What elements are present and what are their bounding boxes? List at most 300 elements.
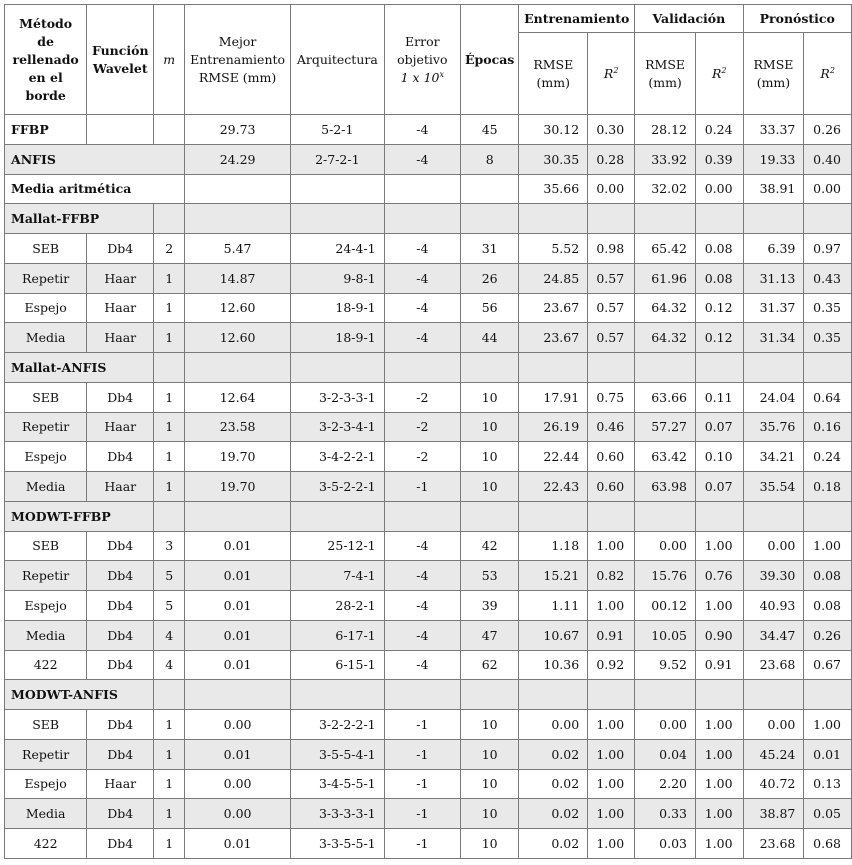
section-title: MODWT-FFBP <box>5 501 154 531</box>
empty-cell <box>588 680 635 710</box>
method-cell: 422 <box>5 650 87 680</box>
method-cell: Media <box>5 620 87 650</box>
forecast-r2-cell: 0.13 <box>804 769 852 799</box>
empty-cell <box>460 204 518 234</box>
valid-rmse-cell: 65.42 <box>635 234 696 264</box>
header-forecast-r2-base: R <box>820 65 830 81</box>
architecture-cell: 9-8-1 <box>291 263 385 293</box>
forecast-r2-cell: 1.00 <box>804 531 852 561</box>
architecture-cell: 3-2-3-4-1 <box>291 412 385 442</box>
header-target-error <box>384 5 460 115</box>
m-cell: 2 <box>154 234 185 264</box>
forecast-rmse-cell: 40.72 <box>743 769 804 799</box>
train-rmse-cell: 0.00 <box>519 710 588 740</box>
target-error-cell: -1 <box>384 829 460 859</box>
target-error-cell <box>384 174 460 204</box>
table-row <box>5 769 852 799</box>
target-error-cell: -2 <box>384 382 460 412</box>
epochs-cell: 10 <box>460 799 518 829</box>
table-row <box>5 234 852 264</box>
method-cell: SEB <box>5 382 87 412</box>
epochs-cell: 10 <box>460 769 518 799</box>
target-error-cell: -4 <box>384 650 460 680</box>
train-r2-cell: 0.60 <box>588 472 635 502</box>
method-cell: Media <box>5 323 87 353</box>
train-rmse-cell: 23.67 <box>519 323 588 353</box>
train-rmse-cell: 1.11 <box>519 591 588 621</box>
m-cell: 5 <box>154 591 185 621</box>
header-forecast-r2 <box>804 33 852 115</box>
valid-rmse-cell: 0.03 <box>635 829 696 859</box>
valid-r2-cell: 1.00 <box>696 769 744 799</box>
best-rmse-cell: 29.73 <box>185 115 291 145</box>
epochs-cell: 10 <box>460 382 518 412</box>
header-valid-r2-base: R <box>712 65 722 81</box>
best-rmse-cell: 0.01 <box>185 620 291 650</box>
wavelet-cell: Db4 <box>87 650 154 680</box>
forecast-rmse-cell: 35.76 <box>743 412 804 442</box>
target-error-cell: -2 <box>384 442 460 472</box>
m-cell: 1 <box>154 739 185 769</box>
header-valid-r2-exp: 2 <box>721 65 727 75</box>
architecture-cell: 3-2-3-3-1 <box>291 382 385 412</box>
wavelet-cell: Db4 <box>87 382 154 412</box>
train-r2-cell: 0.91 <box>588 620 635 650</box>
train-r2-cell: 1.00 <box>588 769 635 799</box>
valid-rmse-cell: 10.05 <box>635 620 696 650</box>
valid-r2-cell: 1.00 <box>696 531 744 561</box>
valid-r2-cell: 0.90 <box>696 620 744 650</box>
train-rmse-cell: 30.35 <box>519 144 588 174</box>
m-cell: 5 <box>154 561 185 591</box>
empty-cell <box>696 353 744 383</box>
empty-cell <box>154 680 185 710</box>
target-error-cell: -4 <box>384 234 460 264</box>
valid-r2-cell: 0.12 <box>696 323 744 353</box>
table-body <box>5 115 852 859</box>
empty-cell <box>696 204 744 234</box>
valid-rmse-cell: 0.00 <box>635 710 696 740</box>
forecast-r2-cell: 0.64 <box>804 382 852 412</box>
train-r2-cell: 0.60 <box>588 442 635 472</box>
epochs-cell: 56 <box>460 293 518 323</box>
method-cell: SEB <box>5 234 87 264</box>
valid-rmse-cell: 00.12 <box>635 591 696 621</box>
wavelet-cell: Db4 <box>87 710 154 740</box>
forecast-r2-cell: 0.43 <box>804 263 852 293</box>
architecture-cell: 3-5-2-2-1 <box>291 472 385 502</box>
target-error-cell: -4 <box>384 144 460 174</box>
best-rmse-cell: 19.70 <box>185 472 291 502</box>
header-target-error-base: 1 x 10 <box>400 69 440 85</box>
wavelet-cell: Haar <box>87 293 154 323</box>
epochs-cell: 10 <box>460 412 518 442</box>
train-rmse-cell: 15.21 <box>519 561 588 591</box>
valid-r2-cell: 1.00 <box>696 799 744 829</box>
wavelet-cell: Haar <box>87 472 154 502</box>
forecast-rmse-cell: 23.68 <box>743 650 804 680</box>
target-error-cell: -1 <box>384 769 460 799</box>
forecast-rmse-cell: 23.68 <box>743 829 804 859</box>
valid-rmse-cell: 0.00 <box>635 531 696 561</box>
empty-cell <box>460 353 518 383</box>
empty-cell <box>291 680 385 710</box>
valid-r2-cell: 0.76 <box>696 561 744 591</box>
header-method: Método de rellenado en el borde <box>5 5 87 115</box>
train-rmse-cell: 22.43 <box>519 472 588 502</box>
target-error-cell: -4 <box>384 323 460 353</box>
train-r2-cell: 0.82 <box>588 561 635 591</box>
empty-cell <box>519 501 588 531</box>
header-wavelet: Función Wavelet <box>87 5 154 115</box>
empty-cell <box>154 501 185 531</box>
valid-r2-cell: 0.07 <box>696 412 744 442</box>
empty-cell <box>588 501 635 531</box>
valid-rmse-cell: 64.32 <box>635 323 696 353</box>
table-row <box>5 710 852 740</box>
valid-rmse-cell: 2.20 <box>635 769 696 799</box>
header-architecture: Arquitectura <box>291 5 385 115</box>
m-cell: 1 <box>154 710 185 740</box>
forecast-rmse-cell: 31.37 <box>743 293 804 323</box>
epochs-cell: 10 <box>460 472 518 502</box>
table-row <box>5 799 852 829</box>
wavelet-cell: Db4 <box>87 591 154 621</box>
forecast-rmse-cell: 38.87 <box>743 799 804 829</box>
valid-rmse-cell: 15.76 <box>635 561 696 591</box>
table-row <box>5 531 852 561</box>
empty-cell <box>519 353 588 383</box>
train-r2-cell: 0.75 <box>588 382 635 412</box>
m-cell: 1 <box>154 829 185 859</box>
valid-r2-cell: 0.00 <box>696 174 744 204</box>
forecast-r2-cell: 0.40 <box>804 144 852 174</box>
summary-row <box>5 144 852 174</box>
epochs-cell: 44 <box>460 323 518 353</box>
m-cell: 1 <box>154 799 185 829</box>
m-cell: 1 <box>154 293 185 323</box>
best-rmse-cell: 0.00 <box>185 710 291 740</box>
empty-cell <box>384 204 460 234</box>
section-header-row <box>5 501 852 531</box>
architecture-cell: 28-2-1 <box>291 591 385 621</box>
empty-cell <box>384 680 460 710</box>
forecast-r2-cell: 1.00 <box>804 710 852 740</box>
epochs-cell: 47 <box>460 620 518 650</box>
empty-cell <box>743 353 804 383</box>
best-rmse-cell: 12.60 <box>185 293 291 323</box>
valid-r2-cell: 0.08 <box>696 234 744 264</box>
table-row <box>5 561 852 591</box>
empty-cell <box>588 353 635 383</box>
target-error-cell: -4 <box>384 293 460 323</box>
method-cell: Espejo <box>5 293 87 323</box>
table-row <box>5 650 852 680</box>
header-valid-r2 <box>696 33 744 115</box>
forecast-rmse-cell: 24.04 <box>743 382 804 412</box>
wavelet-cell: Db4 <box>87 739 154 769</box>
valid-rmse-cell: 9.52 <box>635 650 696 680</box>
forecast-rmse-cell: 0.00 <box>743 531 804 561</box>
forecast-rmse-cell: 33.37 <box>743 115 804 145</box>
epochs-cell: 10 <box>460 710 518 740</box>
results-table-wrapper <box>4 4 852 859</box>
method-cell: Espejo <box>5 591 87 621</box>
target-error-cell: -4 <box>384 531 460 561</box>
empty-cell <box>635 680 696 710</box>
forecast-r2-cell: 0.67 <box>804 650 852 680</box>
table-row <box>5 323 852 353</box>
table-row <box>5 412 852 442</box>
empty-cell <box>804 501 852 531</box>
empty-cell <box>154 353 185 383</box>
valid-r2-cell: 1.00 <box>696 591 744 621</box>
best-rmse-cell: 5.47 <box>185 234 291 264</box>
train-rmse-cell: 24.85 <box>519 263 588 293</box>
valid-rmse-cell: 61.96 <box>635 263 696 293</box>
train-r2-cell: 0.46 <box>588 412 635 442</box>
architecture-cell: 3-3-5-5-1 <box>291 829 385 859</box>
train-r2-cell: 0.30 <box>588 115 635 145</box>
forecast-rmse-cell: 35.54 <box>743 472 804 502</box>
architecture-cell: 24-4-1 <box>291 234 385 264</box>
forecast-r2-cell: 0.05 <box>804 799 852 829</box>
empty-cell <box>635 501 696 531</box>
empty-cell <box>804 680 852 710</box>
train-rmse-cell: 10.67 <box>519 620 588 650</box>
train-rmse-cell: 26.19 <box>519 412 588 442</box>
empty-cell <box>154 115 185 145</box>
valid-r2-cell: 0.07 <box>696 472 744 502</box>
target-error-cell: -4 <box>384 263 460 293</box>
best-rmse-cell: 0.01 <box>185 829 291 859</box>
architecture-cell: 2-7-2-1 <box>291 144 385 174</box>
header-target-error-label: Error objetivo <box>397 33 448 67</box>
valid-rmse-cell: 63.66 <box>635 382 696 412</box>
forecast-rmse-cell: 39.30 <box>743 561 804 591</box>
empty-cell <box>384 353 460 383</box>
target-error-cell: -1 <box>384 799 460 829</box>
method-cell: Espejo <box>5 769 87 799</box>
empty-cell <box>185 680 291 710</box>
valid-rmse-cell: 0.04 <box>635 739 696 769</box>
architecture-cell: 3-4-2-2-1 <box>291 442 385 472</box>
target-error-cell: -2 <box>384 412 460 442</box>
best-rmse-cell: 0.01 <box>185 650 291 680</box>
best-rmse-cell: 24.29 <box>185 144 291 174</box>
method-cell: 422 <box>5 829 87 859</box>
best-rmse-cell: 12.64 <box>185 382 291 412</box>
forecast-rmse-cell: 34.47 <box>743 620 804 650</box>
wavelet-cell: Haar <box>87 263 154 293</box>
row-label: FFBP <box>5 115 87 145</box>
row-label: ANFIS <box>5 144 185 174</box>
empty-cell <box>696 501 744 531</box>
section-title: MODWT-ANFIS <box>5 680 154 710</box>
header-valid-rmse: RMSE (mm) <box>635 33 696 115</box>
empty-cell <box>804 204 852 234</box>
empty-cell <box>743 680 804 710</box>
table-row <box>5 382 852 412</box>
section-title: Mallat-ANFIS <box>5 353 154 383</box>
train-rmse-cell: 1.18 <box>519 531 588 561</box>
empty-cell <box>743 501 804 531</box>
method-cell: SEB <box>5 710 87 740</box>
m-cell: 1 <box>154 323 185 353</box>
m-cell: 4 <box>154 620 185 650</box>
table-header <box>5 5 852 115</box>
section-header-row <box>5 680 852 710</box>
empty-cell <box>743 204 804 234</box>
epochs-cell: 8 <box>460 144 518 174</box>
train-r2-cell: 0.57 <box>588 323 635 353</box>
best-rmse-cell <box>185 174 291 204</box>
forecast-rmse-cell: 0.00 <box>743 710 804 740</box>
m-cell: 1 <box>154 769 185 799</box>
wavelet-cell: Db4 <box>87 531 154 561</box>
train-r2-cell: 1.00 <box>588 531 635 561</box>
forecast-rmse-cell: 31.34 <box>743 323 804 353</box>
table-row <box>5 739 852 769</box>
header-forecast-rmse: RMSE (mm) <box>743 33 804 115</box>
valid-r2-cell: 0.12 <box>696 293 744 323</box>
valid-r2-cell: 0.39 <box>696 144 744 174</box>
header-best-rmse: Mejor Entrenamiento RMSE (mm) <box>185 5 291 115</box>
epochs-cell: 45 <box>460 115 518 145</box>
m-cell: 4 <box>154 650 185 680</box>
table-row <box>5 620 852 650</box>
architecture-cell: 6-15-1 <box>291 650 385 680</box>
train-r2-cell: 1.00 <box>588 739 635 769</box>
valid-rmse-cell: 63.42 <box>635 442 696 472</box>
section-header-row <box>5 353 852 383</box>
empty-cell <box>460 501 518 531</box>
best-rmse-cell: 12.60 <box>185 323 291 353</box>
train-r2-cell: 0.57 <box>588 263 635 293</box>
epochs-cell: 10 <box>460 829 518 859</box>
forecast-r2-cell: 0.35 <box>804 323 852 353</box>
train-r2-cell: 1.00 <box>588 710 635 740</box>
best-rmse-cell: 0.01 <box>185 739 291 769</box>
epochs-cell: 31 <box>460 234 518 264</box>
row-label: Media aritmética <box>5 174 185 204</box>
train-r2-cell: 0.28 <box>588 144 635 174</box>
train-rmse-cell: 23.67 <box>519 293 588 323</box>
table-row <box>5 829 852 859</box>
empty-cell <box>519 204 588 234</box>
wavelet-cell: Db4 <box>87 620 154 650</box>
method-cell: Repetir <box>5 412 87 442</box>
forecast-rmse-cell: 40.93 <box>743 591 804 621</box>
architecture-cell: 25-12-1 <box>291 531 385 561</box>
epochs-cell <box>460 174 518 204</box>
train-rmse-cell: 5.52 <box>519 234 588 264</box>
empty-cell <box>291 353 385 383</box>
table-row <box>5 263 852 293</box>
best-rmse-cell: 23.58 <box>185 412 291 442</box>
header-train-r2 <box>588 33 635 115</box>
valid-rmse-cell: 64.32 <box>635 293 696 323</box>
header-m: m <box>154 5 185 115</box>
table-row <box>5 591 852 621</box>
m-cell: 1 <box>154 263 185 293</box>
best-rmse-cell: 0.01 <box>185 591 291 621</box>
empty-cell <box>185 204 291 234</box>
method-cell: Media <box>5 472 87 502</box>
valid-r2-cell: 0.24 <box>696 115 744 145</box>
method-cell: Media <box>5 799 87 829</box>
train-rmse-cell: 22.44 <box>519 442 588 472</box>
architecture-cell: 18-9-1 <box>291 293 385 323</box>
best-rmse-cell: 0.01 <box>185 561 291 591</box>
valid-r2-cell: 0.10 <box>696 442 744 472</box>
wavelet-cell: Db4 <box>87 799 154 829</box>
m-cell: 1 <box>154 382 185 412</box>
train-rmse-cell: 0.02 <box>519 769 588 799</box>
forecast-r2-cell: 0.35 <box>804 293 852 323</box>
forecast-rmse-cell: 19.33 <box>743 144 804 174</box>
epochs-cell: 53 <box>460 561 518 591</box>
valid-rmse-cell: 57.27 <box>635 412 696 442</box>
forecast-r2-cell: 0.97 <box>804 234 852 264</box>
empty-cell <box>291 204 385 234</box>
m-cell: 1 <box>154 412 185 442</box>
forecast-r2-cell: 0.08 <box>804 561 852 591</box>
valid-rmse-cell: 33.92 <box>635 144 696 174</box>
method-cell: Repetir <box>5 739 87 769</box>
best-rmse-cell: 0.00 <box>185 769 291 799</box>
forecast-r2-cell: 0.18 <box>804 472 852 502</box>
m-cell: 1 <box>154 472 185 502</box>
forecast-r2-cell: 0.68 <box>804 829 852 859</box>
epochs-cell: 42 <box>460 531 518 561</box>
results-table <box>4 4 852 859</box>
wavelet-cell: Db4 <box>87 829 154 859</box>
target-error-cell: -1 <box>384 710 460 740</box>
valid-rmse-cell: 0.33 <box>635 799 696 829</box>
header-group-training: Entrenamiento <box>519 5 635 33</box>
wavelet-cell: Db4 <box>87 234 154 264</box>
m-cell: 3 <box>154 531 185 561</box>
forecast-r2-cell: 0.16 <box>804 412 852 442</box>
architecture-cell <box>291 174 385 204</box>
target-error-cell: -1 <box>384 472 460 502</box>
empty-cell <box>87 115 154 145</box>
header-train-rmse: RMSE (mm) <box>519 33 588 115</box>
m-cell: 1 <box>154 442 185 472</box>
wavelet-cell: Db4 <box>87 442 154 472</box>
train-rmse-cell: 17.91 <box>519 382 588 412</box>
architecture-cell: 18-9-1 <box>291 323 385 353</box>
empty-cell <box>519 680 588 710</box>
header-group-validation: Validación <box>635 5 743 33</box>
forecast-rmse-cell: 31.13 <box>743 263 804 293</box>
forecast-r2-cell: 0.24 <box>804 442 852 472</box>
architecture-cell: 3-4-5-5-1 <box>291 769 385 799</box>
target-error-cell: -1 <box>384 739 460 769</box>
valid-r2-cell: 1.00 <box>696 739 744 769</box>
wavelet-cell: Haar <box>87 412 154 442</box>
epochs-cell: 62 <box>460 650 518 680</box>
valid-rmse-cell: 28.12 <box>635 115 696 145</box>
valid-r2-cell: 1.00 <box>696 710 744 740</box>
header-train-r2-base: R <box>603 65 614 81</box>
valid-r2-cell: 0.11 <box>696 382 744 412</box>
header-row-top <box>5 5 852 33</box>
train-rmse-cell: 35.66 <box>519 174 588 204</box>
empty-cell <box>185 353 291 383</box>
section-header-row <box>5 204 852 234</box>
